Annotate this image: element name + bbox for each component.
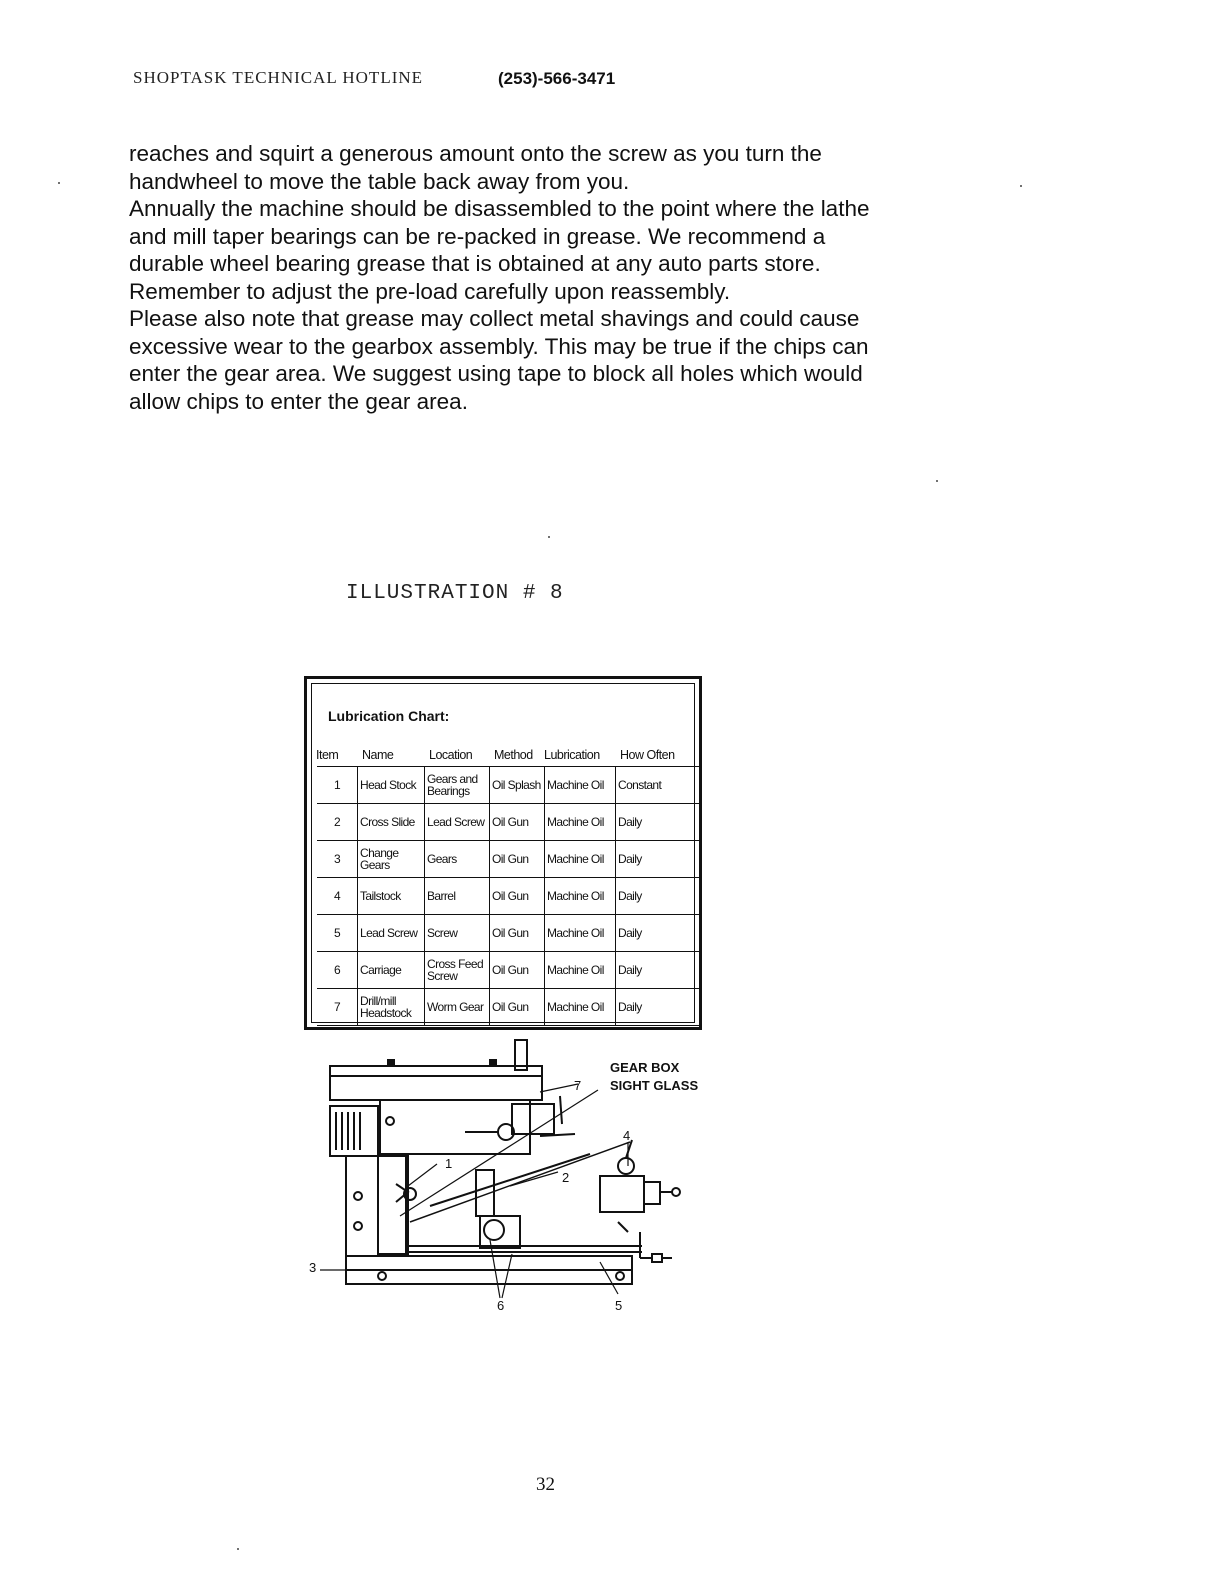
cell-often: Daily: [616, 989, 701, 1026]
scan-speck: [58, 182, 60, 184]
cell-lubrication: Machine Oil: [545, 804, 616, 841]
chart-title: Lubrication Chart:: [328, 708, 450, 724]
callout-3: 3: [309, 1260, 317, 1275]
scan-speck: [936, 480, 938, 482]
col-header-item: Item: [316, 748, 339, 762]
cell-item: 7: [317, 989, 358, 1026]
table-row: [317, 915, 700, 952]
table-row: [317, 804, 700, 841]
cell-name: Change Gears: [358, 841, 425, 878]
cell-name: Tailstock: [358, 878, 425, 915]
cell-often: Daily: [616, 841, 701, 878]
cell-name: Lead Screw: [358, 915, 425, 952]
body-text: [129, 140, 889, 415]
cell-lubrication: Machine Oil: [545, 767, 616, 804]
cell-item: 2: [317, 804, 358, 841]
paragraph-1: reaches and squirt a generous amount onto the screw as you turn the handwheel to move the table back away from you.: [129, 141, 822, 194]
hotline-header: SHOPTASK TECHNICAL HOTLINE: [133, 68, 424, 87]
paragraph-3: Please also note that grease may collect metal shavings and could cause excessive wear to the gearbox assembly. This may be true if the chips can enter the gear area. We suggest using tape to block all holes which would allow chips to enter the gear area.: [129, 306, 869, 414]
cell-method: Oil Gun: [490, 915, 545, 952]
callout-2: 2: [562, 1170, 570, 1185]
cell-often: Daily: [616, 804, 701, 841]
table-row: [317, 989, 700, 1026]
illustration-title: ILLUSTRATION # 8: [346, 582, 564, 605]
cell-lubrication: Machine Oil: [545, 841, 616, 878]
cell-lubrication: Machine Oil: [545, 878, 616, 915]
cell-method: Oil Gun: [490, 952, 545, 989]
cell-location: Worm Gear: [425, 989, 490, 1026]
cell-lubrication: Machine Oil: [545, 989, 616, 1026]
cell-item: 5: [317, 915, 358, 952]
table-row: [317, 878, 700, 915]
cell-method: Oil Splash: [490, 767, 545, 804]
table-row: [317, 841, 700, 878]
cell-often: Constant: [616, 767, 701, 804]
gearbox-label-line2: SIGHT GLASS: [610, 1078, 699, 1093]
col-header-name: Name: [362, 748, 394, 762]
scan-speck: [237, 1548, 239, 1550]
cell-name: Carriage: [358, 952, 425, 989]
cell-location: Gears: [425, 841, 490, 878]
cell-lubrication: Machine Oil: [545, 952, 616, 989]
lubrication-table-body: [317, 767, 700, 1026]
cell-location: Screw: [425, 915, 490, 952]
worm-gear-housing: [512, 1104, 554, 1134]
cell-item: 4: [317, 878, 358, 915]
headstock: [346, 1156, 406, 1256]
callout-5: 5: [615, 1298, 623, 1313]
page-number: 32: [536, 1474, 555, 1495]
cell-method: Oil Gun: [490, 989, 545, 1026]
col-header-location: Location: [429, 748, 473, 762]
callout-7: 7: [574, 1078, 582, 1093]
lathe-bed: [346, 1256, 632, 1270]
callout-6: 6: [497, 1298, 505, 1313]
callout-1: 1: [445, 1156, 453, 1171]
cell-lubrication: Machine Oil: [545, 915, 616, 952]
gearbox-label-line1: GEAR BOX: [610, 1060, 680, 1075]
cell-name: Drill/mill Headstock: [358, 989, 425, 1026]
cell-method: Oil Gun: [490, 878, 545, 915]
mill-table: [330, 1066, 542, 1100]
cell-name: Cross Slide: [358, 804, 425, 841]
scan-speck: [1020, 185, 1022, 187]
chart-frame: [311, 683, 695, 1023]
cell-method: Oil Gun: [490, 841, 545, 878]
scan-speck: [548, 536, 550, 538]
table-row: [317, 767, 700, 804]
hotline-phone: (253)-566-3471: [498, 69, 616, 88]
cell-location: Cross Feed Screw: [425, 952, 490, 989]
cell-name: Head Stock: [358, 767, 425, 804]
cell-item: 1: [317, 767, 358, 804]
cell-location: Lead Screw: [425, 804, 490, 841]
cell-item: 6: [317, 952, 358, 989]
cell-often: Daily: [616, 878, 701, 915]
machine-diagram: [300, 1036, 720, 1326]
cell-location: Barrel: [425, 878, 490, 915]
callout-4: 4: [623, 1128, 631, 1143]
cell-method: Oil Gun: [490, 804, 545, 841]
tailstock: [600, 1176, 644, 1212]
col-header-lubrication: Lubrication: [544, 748, 600, 762]
table-row: [317, 952, 700, 989]
col-header-how-often: How Often: [620, 748, 675, 762]
cell-location: Gears and Bearings: [425, 767, 490, 804]
cell-item: 3: [317, 841, 358, 878]
lubrication-chart: [304, 676, 702, 1030]
col-header-method: Method: [494, 748, 533, 762]
mill-head: [380, 1100, 530, 1154]
lubrication-table: [317, 766, 700, 1026]
cell-often: Daily: [616, 952, 701, 989]
paragraph-2: Annually the machine should be disassembled to the point where the lathe and mill taper bearings can be re-packed in grease. We recommend a durable wheel bearing grease that is obtained at any auto parts store. Remember to adjust the pre-load carefully upon reassembly.: [129, 196, 870, 304]
cell-often: Daily: [616, 915, 701, 952]
